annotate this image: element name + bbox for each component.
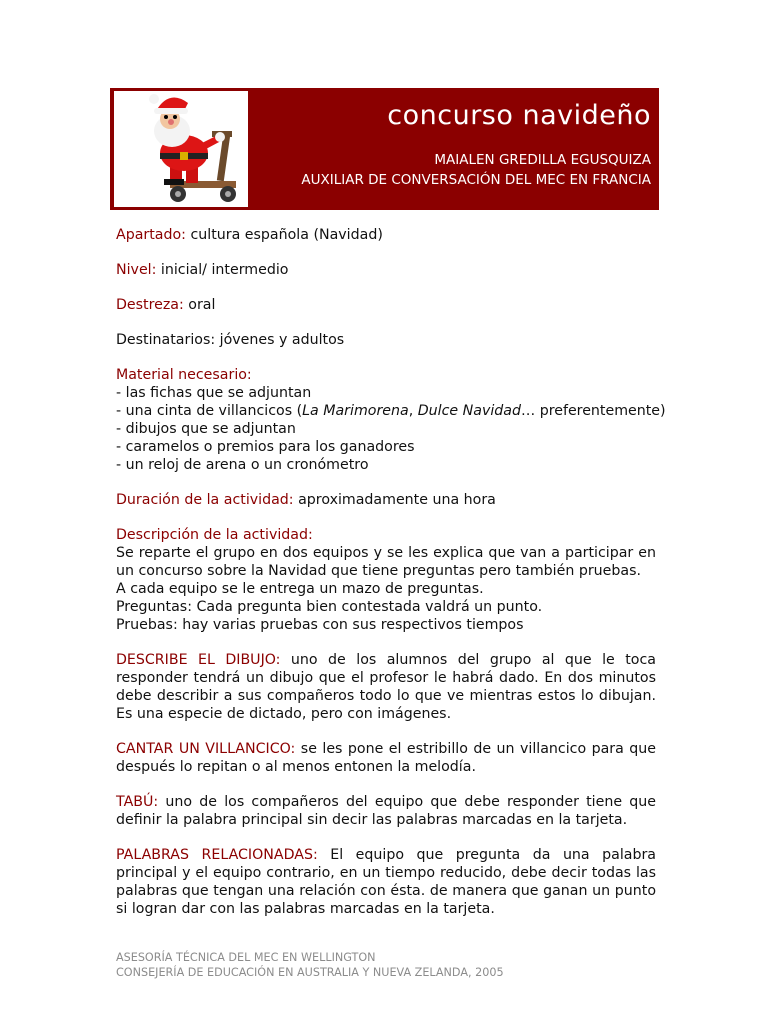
field-value: inicial/ intermedio	[160, 262, 289, 278]
list-item-text: … preferentemente)	[521, 403, 666, 419]
list-item: - las fichas que se adjuntan	[116, 385, 312, 401]
song-title: La Marimorena	[302, 403, 409, 419]
author-role: AUXILIAR DE CONVERSACIÓN DEL MEC EN FRANCIA	[301, 172, 651, 188]
description-line: Pruebas: hay varias pruebas con sus respectivos tiempos	[116, 617, 524, 633]
field-destreza	[116, 296, 656, 314]
prueba-label: PALABRAS RELACIONADAS:	[116, 847, 318, 863]
prueba-describe-dibujo	[116, 651, 656, 723]
list-item: - un reloj de arena o un cronómetro	[116, 457, 369, 473]
santa-claus-scooter-icon	[114, 91, 248, 207]
prueba-text: se les pone el estribillo de un villancico para que después lo repitan o al menos entonen la melodía.	[116, 741, 657, 775]
song-title: Dulce Navidad	[417, 403, 521, 419]
field-value: cultura española (Navidad)	[190, 227, 383, 243]
list-item	[116, 402, 666, 420]
field-value: aproximadamente una hora	[298, 492, 496, 508]
author-name: MAIALEN GREDILLA EGUSQUIZA	[434, 152, 651, 168]
prueba-text: uno de los alumnos del grupo al que le toca responder tendrá un dibujo que el profesor le habrá dado. En dos minutos debe describir a sus compañeros todo lo que ve mientras estos lo dibujan. Es una especie de dictado, pero con imágenes.	[116, 652, 656, 722]
prueba-palabras-relacionadas	[116, 846, 656, 918]
footer-line: ASESORÍA TÉCNICA DEL MEC EN WELLINGTON	[116, 951, 376, 964]
footer-line: CONSEJERÍA DE EDUCACIÓN EN AUSTRALIA Y NUEVA ZELANDA, 2005	[116, 966, 504, 979]
field-label: Apartado:	[116, 227, 186, 243]
field-descripcion	[116, 526, 656, 634]
field-label: Material necesario:	[116, 367, 252, 383]
field-label: Destreza:	[116, 297, 184, 313]
prueba-label: TABÚ:	[116, 794, 159, 810]
field-label: Nivel:	[116, 262, 157, 278]
page-footer	[116, 950, 504, 980]
prueba-text: El equipo que pregunta da una palabra principal y el equipo contrario, en un tiempo reducido, debe decir todas las palabras que tengan una relación con ésta. de manera que ganan un punto si logran dar con las palabras marcadas en la tarjeta.	[116, 847, 656, 917]
header-banner	[110, 88, 659, 210]
field-nivel	[116, 261, 656, 279]
field-duracion	[116, 491, 656, 509]
list-item-text: - una cinta de villancicos (	[116, 403, 303, 419]
field-material	[116, 366, 666, 474]
prueba-text: uno de los compañeros del equipo que debe responder tiene que definir la palabra principal sin decir las palabras marcadas en la tarjeta.	[116, 794, 656, 828]
description-text: Se reparte el grupo en dos equipos y se les explica que van a participar en un concurso sobre la Navidad que tiene preguntas pero también pruebas.	[116, 545, 656, 579]
page-title: concurso navideño	[387, 100, 651, 131]
field-label: Descripción de la actividad:	[116, 527, 313, 543]
list-item: - caramelos o premios para los ganadores	[116, 439, 415, 455]
field-label: Duración de la actividad:	[116, 492, 294, 508]
document-body	[116, 226, 666, 935]
prueba-label: DESCRIBE EL DIBUJO:	[116, 652, 281, 668]
field-apartado	[116, 226, 656, 244]
prueba-label: CANTAR UN VILLANCICO:	[116, 741, 296, 757]
prueba-tabu	[116, 793, 656, 829]
prueba-cantar-villancico	[116, 740, 656, 776]
list-item: - dibujos que se adjuntan	[116, 421, 296, 437]
field-destinatarios: Destinatarios: jóvenes y adultos	[116, 332, 345, 348]
field-value: oral	[188, 297, 216, 313]
description-line: A cada equipo se le entrega un mazo de preguntas.	[116, 581, 484, 597]
list-item-text: ,	[408, 403, 418, 419]
description-line: Preguntas: Cada pregunta bien contestada valdrá un punto.	[116, 599, 543, 615]
